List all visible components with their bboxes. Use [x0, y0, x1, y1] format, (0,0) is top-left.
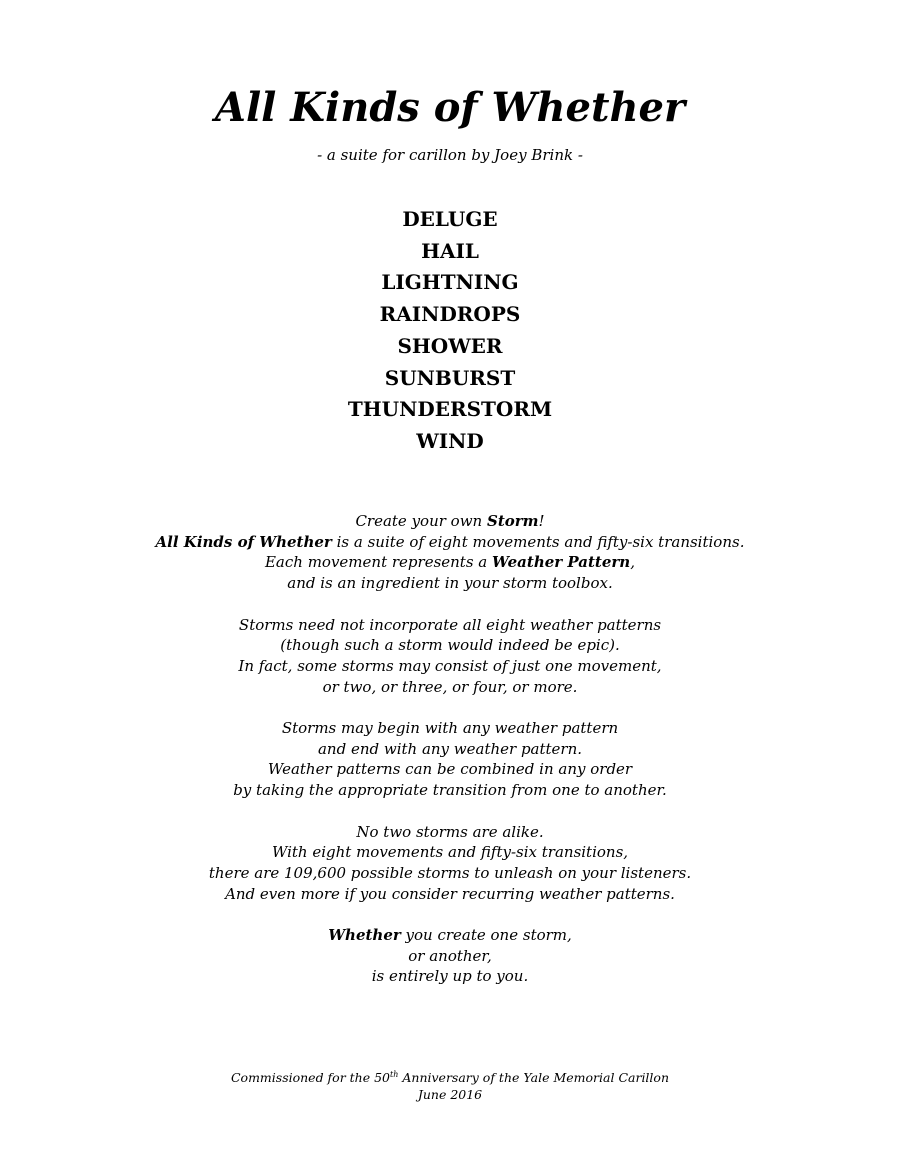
page-title: All Kinds of Whether — [214, 84, 686, 131]
footer-superscript: th — [390, 1069, 399, 1079]
intro-emphasis: Weather Pattern — [492, 553, 631, 572]
footer-text: Anniversary of the Yale Memorial Carillon — [398, 1070, 670, 1085]
text-line: With eight movements and fifty-six transitions, — [271, 843, 629, 862]
subtitle: - a suite for carillon by Joey Brink - — [317, 146, 583, 164]
text-line: and end with any weather pattern. — [317, 739, 583, 758]
paragraph-4 — [0, 822, 900, 905]
text-line: there are 109,600 possible storms to unleash on your listeners. — [208, 863, 692, 882]
intro-emphasis: All Kinds of Whether — [155, 532, 332, 551]
text-line: No two storms are alike. — [356, 822, 544, 841]
footer — [0, 1069, 900, 1103]
intro-text: , — [630, 553, 635, 572]
movement-item: DELUGE — [402, 207, 498, 231]
movement-item: SUNBURST — [384, 365, 516, 390]
text-line: And even more if you consider recurring weather patterns. — [225, 884, 675, 903]
paragraph-2 — [0, 615, 900, 698]
intro-text: and is an ingredient in your storm toolbox. — [287, 574, 613, 593]
text-line: Storms may begin with any weather pattern — [281, 719, 619, 737]
text-line: In fact, some storms may consist of just one movement, — [238, 656, 662, 675]
text-line: Weather patterns can be combined in any order — [267, 760, 633, 779]
movement-item: SHOWER — [397, 333, 503, 358]
text-line: by taking the appropriate transition from one to another. — [233, 781, 667, 800]
text-line: or two, or three, or four, or more. — [322, 677, 578, 696]
intro-paragraph — [0, 511, 900, 594]
text-line: you create one storm, — [400, 926, 572, 944]
intro-text: is a suite of eight movements and fifty-six transitions. — [331, 532, 745, 551]
movement-item: RAINDROPS — [379, 302, 521, 327]
movement-list — [0, 204, 900, 458]
text-line: Storms need not incorporate all eight weather patterns — [238, 615, 662, 634]
footer-text: Commissioned for the 50 — [230, 1070, 391, 1085]
text-line: or another, — [408, 946, 492, 965]
intro-text: Each movement represents a — [264, 553, 493, 572]
closing-emphasis: Whether — [328, 926, 401, 944]
movement-item: LIGHTNING — [381, 270, 519, 295]
intro-text: Create your own — [355, 512, 487, 530]
movement-item: THUNDERSTORM — [347, 397, 553, 422]
intro-emphasis: Storm — [486, 512, 539, 530]
movement-item: HAIL — [421, 238, 479, 263]
description — [0, 511, 900, 1008]
paragraph-3 — [0, 718, 900, 801]
text-line: is entirely up to you. — [371, 967, 529, 986]
footer-date: June 2016 — [417, 1087, 483, 1102]
text-line: (though such a storm would indeed be epic). — [280, 636, 620, 655]
closing-paragraph — [0, 925, 900, 987]
intro-text: ! — [538, 512, 545, 530]
movement-item: WIND — [416, 428, 484, 453]
